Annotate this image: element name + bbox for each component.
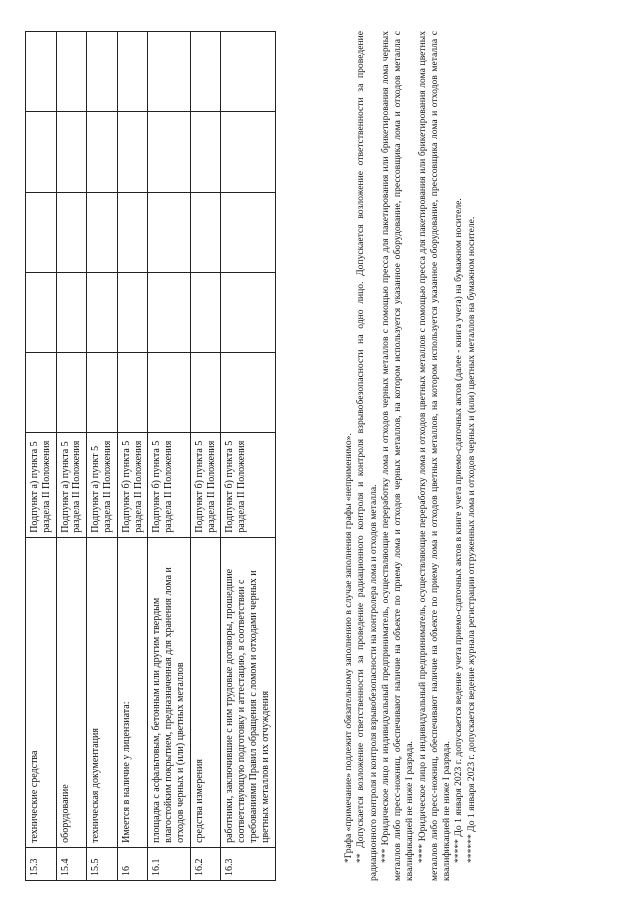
row-cell-empty: [117, 112, 148, 192]
row-cell-empty: [190, 353, 221, 433]
row-cell-empty: [221, 353, 275, 433]
row-number: 16.3: [221, 847, 275, 880]
requirements-table: [25, 31, 276, 881]
row-cell-empty: [26, 192, 57, 272]
row-cell-empty: [56, 32, 87, 112]
row-cell-empty: [87, 32, 118, 112]
row-reference: Подпункт б) пункта 5 раздела II Положения: [221, 433, 275, 537]
row-requirement: Имеется в наличие у лицензиата:: [117, 537, 148, 847]
table-row: [190, 32, 221, 881]
row-requirement: работники, заключившие с ним трудовые договоры, прошедшие соответствующую подготовку и аттестацию, в соответствии с требованиями Правил обращения с ломом и отходами черных и цветных металлов и их отчуждения: [221, 537, 275, 847]
footnote: ***** До 1 января 2023 г. допускается ведение учета приемо-сдаточных актов в книге учета приемо-сдаточных актов (далее - книга учета) на бумажном носителе.: [453, 198, 465, 863]
row-number: 15.4: [56, 847, 87, 880]
row-cell-empty: [117, 32, 148, 112]
row-requirement: средства измерения: [190, 537, 221, 847]
row-cell-empty: [26, 272, 57, 352]
row-cell-empty: [87, 112, 118, 192]
row-cell-empty: [221, 192, 275, 272]
footnote: *Графа «примечание» подлежит обязательному заполнению в случае заполнения графы «неприменимо».: [343, 433, 354, 863]
row-cell-empty: [148, 272, 190, 352]
row-cell-empty: [148, 192, 190, 272]
row-reference: Подпункт а) пункт 5 раздела II Положения: [87, 433, 118, 537]
row-cell-empty: [87, 353, 118, 433]
table-row: [117, 32, 148, 881]
row-cell-empty: [117, 192, 148, 272]
table-row: [221, 32, 275, 881]
row-cell-empty: [148, 353, 190, 433]
row-reference: Подпункт б) пункта 5 раздела II Положения: [148, 433, 190, 537]
row-cell-empty: [87, 272, 118, 352]
row-cell-empty: [148, 112, 190, 192]
row-cell-empty: [56, 192, 87, 272]
row-cell-empty: [190, 272, 221, 352]
rotated-content: [25, 21, 615, 881]
row-number: 15.3: [26, 847, 57, 880]
row-reference: Подпункт б) пункта 5 раздела II Положения: [190, 433, 221, 537]
footnote: **** Юридическое лицо и индивидуальный предприниматель, осуществляющие переработку лома и отходов цветных металлов с помощью пресса для пакетирования или брикетирования лома цветных металлов либо пресс-ножниц, обеспечивают наличие на объекте по приему лома и отходов цветных металлов, на котором используется указанное оборудование, прессовщика лома и отходов металла с квалификацией не ниже I разряда.: [416, 31, 453, 881]
row-cell-empty: [117, 272, 148, 352]
row-cell-empty: [190, 192, 221, 272]
row-cell-empty: [56, 112, 87, 192]
row-reference: Подпункт б) пункта 5 раздела II Положения: [117, 433, 148, 537]
table-row: [56, 32, 87, 881]
row-cell-empty: [26, 353, 57, 433]
footnote: ** Допускается возложение ответственности за проведение радиационного контроля и контроля взрывобезопасности на одно лицо. Допускается возложение ответственности за проведение радиационного контроля и контроля взрывобезопасности на контролера лома и отходов металла.: [355, 31, 379, 881]
row-reference: Подпункт а) пункта 5 раздела II Положения: [26, 433, 57, 537]
table-row: [87, 32, 118, 881]
row-cell-empty: [221, 32, 275, 112]
row-cell-empty: [190, 112, 221, 192]
table-row: [26, 32, 57, 881]
footnote: *** Юридическое лицо и индивидуальный предприниматель, осуществляющие переработку лома и отходов черных металлов с помощью пресса для пакетирования или брикетирования лома черных металлов либо пресс-ножниц, обеспечивают наличие на объекте по приему лома и отходов черных металлов, на котором используется указанное оборудование, прессовщика лома и отходов металла с квалификацией не ниже I разряда.: [379, 31, 416, 881]
row-requirement: техническая документация: [87, 537, 118, 847]
row-cell-empty: [221, 112, 275, 192]
row-number: 16: [117, 847, 148, 880]
footnotes: [343, 31, 478, 881]
row-reference: Подпункт а) пункта 5 раздела II Положения: [56, 433, 87, 537]
row-cell-empty: [221, 272, 275, 352]
row-cell-empty: [148, 32, 190, 112]
row-cell-empty: [87, 192, 118, 272]
row-number: 16.2: [190, 847, 221, 880]
row-number: 16.1: [148, 847, 190, 880]
row-cell-empty: [26, 112, 57, 192]
footnote: ****** До 1 января 2023 г. допускается ведение журнала регистрации отгруженных лома и отходов черных и (или) цветных металлов на бумажном носителе.: [465, 216, 477, 863]
row-requirement: площадка с асфальтовым, бетонным или другим твердым влагостойким покрытием, предназначенная для хранения лома и отходов черных и (или) цветных металлов: [148, 537, 190, 847]
table-row: [148, 32, 190, 881]
row-cell-empty: [117, 353, 148, 433]
row-requirement: технические средства: [26, 537, 57, 847]
row-requirement: оборудование: [56, 537, 87, 847]
row-cell-empty: [56, 353, 87, 433]
row-cell-empty: [26, 32, 57, 112]
row-cell-empty: [56, 272, 87, 352]
row-cell-empty: [190, 32, 221, 112]
row-number: 15.5: [87, 847, 118, 880]
